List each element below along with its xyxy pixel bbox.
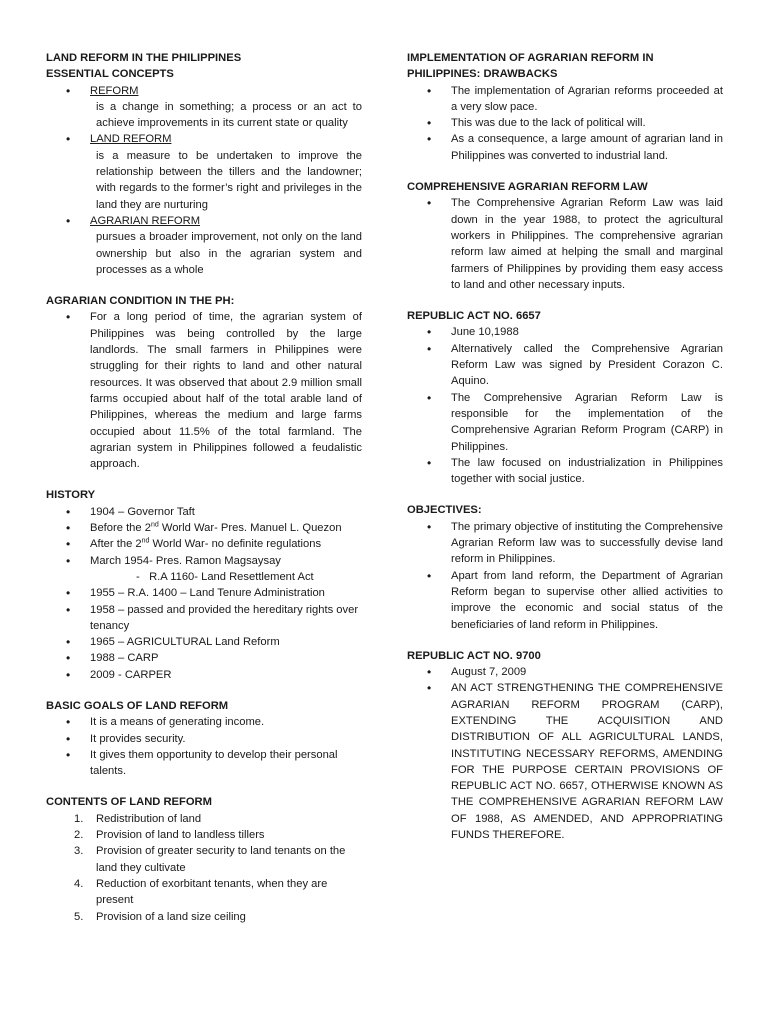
list-item: • Alternatively called the Comprehensive Agrarian Reform Law was signed by President Corazon C. Aquino. — [407, 341, 723, 390]
concept-definition: is a measure to be undertaken to improve the relationship between the tillers and the landowner; with regards to the former’s right and privileges in the land they are nurturing — [96, 149, 362, 211]
agrarian-condition-heading: AGRARIAN CONDITION IN THE PH: — [46, 295, 235, 308]
list-item: 5. Provision of a land size ceiling — [74, 910, 246, 923]
concept-definition: pursues a broader improvement, not only on the land ownership but also in the agrarian system and processes as a whole — [96, 231, 362, 276]
ra9700-heading: REPUBLIC ACT NO. 9700 — [407, 649, 541, 662]
list-item: • The Comprehensive Agrarian Reform Law is responsible for the implementation of the Comprehensive Agrarian Reform Program (CARP) in Philippines. — [407, 390, 723, 455]
concept-term: • REFORM — [46, 83, 362, 99]
list-item: • 1958 – passed and provided the hereditary rights over tenancy — [46, 602, 362, 635]
essential-concepts-list — [46, 83, 362, 279]
list-item: • It is a means of generating income. — [46, 714, 362, 730]
list-item: • This was due to the lack of political will. — [407, 115, 723, 131]
basic-goals-heading: BASIC GOALS OF LAND REFORM — [46, 699, 229, 712]
list-item: • Before the 2nd World War- Pres. Manuel L. Quezon — [46, 520, 362, 536]
essential-concepts-section — [46, 66, 362, 278]
implementation-section — [407, 50, 723, 164]
sub-list-item: - R.A 1160- Land Resettlement Act — [136, 570, 314, 583]
list-item: • June 10,1988 — [407, 324, 723, 340]
list-item: • AN ACT STRENGTHENING THE COMPREHENSIVE AGRARIAN REFORM PROGRAM (CARP), EXTENDING THE ACQUISITION AND DISTRIBUTION OF ALL AGRICULTURAL LANDS, INSTITUTING NECESSARY REFORMS, AMENDING FOR THE PURPOSE CERTAIN PROVISIONS OF REPUBLIC ACT NO. 6657, OTHERWISE KNOWN AS THE COMPREHENSIVE AGRARIAN REFORM LAW OF 1988, AS AMENDED, AND APPROPRIATING FUNDS THEREFORE. — [407, 680, 723, 843]
list-item: • 1904 – Governor Taft — [46, 504, 362, 520]
objectives-section — [407, 502, 723, 632]
objectives-list — [407, 519, 723, 633]
carl-list — [407, 195, 723, 293]
implementation-list — [407, 83, 723, 164]
list-item: • 1965 – AGRICULTURAL Land Reform — [46, 634, 362, 650]
concept-definition: is a change in something; a process or an act to achieve improvements in its current state or quality — [96, 100, 362, 130]
list-item: • The implementation of Agrarian reforms proceeded at a very slow pace. — [407, 83, 723, 116]
right-column — [407, 50, 723, 858]
list-item: 4. Reduction of exorbitant tenants, when they are present — [74, 877, 328, 907]
list-item: • March 1954- Pres. Ramon Magsaysay — [46, 553, 362, 569]
agrarian-condition-list — [46, 309, 362, 472]
list-item: • It provides security. — [46, 731, 362, 747]
concept-term: • AGRARIAN REFORM — [46, 213, 362, 229]
carl-heading: COMPREHENSIVE AGRARIAN REFORM LAW — [407, 181, 648, 194]
list-item: 3. Provision of greater security to land tenants on the land they cultivate — [74, 845, 346, 874]
left-column — [46, 50, 362, 940]
list-item: 2. Provision of land to landless tillers — [74, 829, 265, 842]
list-item: • 2009 - CARPER — [46, 667, 362, 683]
basic-goals-section — [46, 698, 362, 779]
contents-heading: CONTENTS OF LAND REFORM — [46, 796, 212, 809]
implementation-heading: IMPLEMENTATION OF AGRARIAN REFORM IN PHILIPPINES: DRAWBACKS — [407, 52, 654, 81]
contents-list — [46, 811, 362, 925]
list-item: • The law focused on industrialization in Philippines together with social justice. — [407, 455, 723, 488]
list-item: • Apart from land reform, the Department of Agrarian Reform began to supervise other allied activities to improve the economic and social status of the beneficiaries of land reform in Philippines. — [407, 568, 723, 633]
list-item: • The Comprehensive Agrarian Reform Law was laid down in the year 1988, to protect the agricultural workers in Philippines. The comprehensive agrarian reform law aimed at helping the small and marginal farmers of Philippines by providing them easy access to land and other necessary inputs. — [407, 195, 723, 293]
document-title: LAND REFORM IN THE PHILIPPINES — [46, 52, 242, 64]
list-item: 1. Redistribution of land — [74, 812, 202, 825]
contents-section — [46, 794, 362, 924]
agrarian-condition-section — [46, 293, 362, 472]
concept-term: • LAND REFORM — [46, 131, 362, 147]
list-item: • It gives them opportunity to develop their personal talents. — [46, 747, 362, 780]
ra6657-section — [407, 308, 723, 487]
basic-goals-list — [46, 714, 362, 779]
list-item: • After the 2nd World War- no definite regulations — [46, 536, 362, 552]
list-item: • 1988 – CARP — [46, 650, 362, 666]
objectives-heading: OBJECTIVES: — [407, 504, 482, 517]
list-item: • As a consequence, a large amount of agrarian land in Philippines was converted to industrial land. — [407, 131, 723, 164]
ra9700-section — [407, 648, 723, 844]
history-section — [46, 487, 362, 683]
list-item: • For a long period of time, the agrarian system of Philippines was being controlled by the large landlords. The small farmers in Philippines were struggling for their rights to land and other natural resources. It was observed that about 2.9 million small farms occupied about half of the total arable land of Philippines, whereas the medium and large farms occupied about 11.5% of the total farmland. The agrarian system in Philippines followed a feudalistic approach. — [46, 309, 362, 472]
carl-section — [407, 179, 723, 293]
essential-concepts-heading: ESSENTIAL CONCEPTS — [46, 68, 174, 81]
history-heading: HISTORY — [46, 489, 96, 502]
list-item: • The primary objective of instituting the Comprehensive Agrarian Reform law was to successfully devise land reform in Philippines. — [407, 519, 723, 568]
list-item: • August 7, 2009 — [407, 664, 723, 680]
ra6657-heading: REPUBLIC ACT NO. 6657 — [407, 310, 541, 323]
ra6657-list — [407, 324, 723, 487]
list-item: • 1955 – R.A. 1400 – Land Tenure Administration — [46, 585, 362, 601]
history-list — [46, 504, 362, 683]
ra9700-list — [407, 664, 723, 843]
